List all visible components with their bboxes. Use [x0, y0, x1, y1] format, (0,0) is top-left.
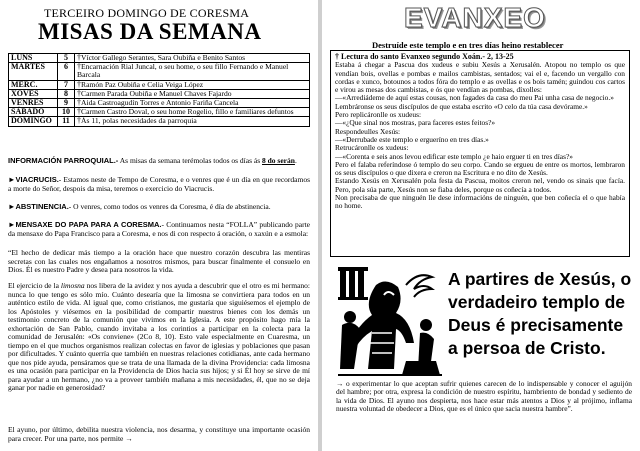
- viacrucis-note: [8, 176, 310, 193]
- day-label: MERC.: [9, 80, 58, 89]
- day-number: 11: [58, 117, 75, 126]
- abstinence-note: [8, 203, 310, 212]
- gospel-paragraph: —«Arrediádeme de aquí estas cousas, non fagades da casa do meu Pai unha casa de negocio.»: [335, 93, 614, 103]
- cross-icon: †: [77, 116, 81, 126]
- temple-cleansing-illustration: [336, 265, 444, 381]
- viacrucis-text: - Estamos neste de Tempo de Coresma, e o venres que é un día en que recordamos a morte do Señor, despois da misa, teremos o exercicio do Viacrucis.: [8, 175, 310, 193]
- gospel-paragraph: Estaba á chegar a Pascua dos xudeus e subiu Xesús a Xerusalén. Atopou no templo os que vendían bois, ovellas e pombas e mailos cambistas, sentados; vai el e, facendo un vergallo con cordas e xunco, botounos a todos fóra do templo e as ovellas e os bois tamén; guindou cos cartos e virou as mesas dos cambistas, e ós que vendían as pombas, díxolles:: [335, 60, 625, 95]
- masses-title: MISAS DA SEMANA: [38, 19, 262, 44]
- info-label: INFORMACIÓN PARROQUIAL.-: [8, 156, 119, 165]
- gospel-paragraph: Estando Xesús en Xerusalén pola festa da Pascua, moitos creron nel, vendo os sinais que facía. Pero, pola súa parte, Xesús non se fiaba deles, porque os coñecía a todos.: [335, 176, 625, 194]
- gospel-paragraph: Lembráronse os seus discípulos de que estaba escrito «O celo da túa casa devórame.»: [335, 101, 588, 111]
- intention-text: Ás 11, polas necesidades da parroquia: [81, 116, 197, 126]
- quote-prayer: “El hecho de dedicar más tiempo a la oración hace que nuestro corazón descubra las mentiras secretas con las cuales nos engañamos a nosotros mismos, para buscar finalmente el consuelo en Dios. Él es nuestro Padre y desea para nosotros la vida.: [8, 248, 310, 274]
- gospel-paragraph: —«Derrubade este templo e ergueríno en tres días.»: [335, 134, 489, 144]
- intention-text: Aida Castroagudín Torres e Antonio Fariña Cancela: [81, 98, 239, 108]
- day-number: 10: [58, 108, 75, 117]
- day-label: XOVES: [9, 89, 58, 98]
- intention-text: Víctor Gallego Serantes, Sara Oubiña e Benito Santos: [81, 53, 246, 62]
- cross-icon: †: [77, 79, 81, 89]
- intention-text: Ramón Paz Oubiña e Celia Veiga López: [81, 79, 204, 89]
- mass-intention: [75, 63, 310, 80]
- quote-fasting: [8, 426, 310, 443]
- table-row: [9, 117, 310, 126]
- viacrucis-label: VIACRUCIS.: [15, 175, 59, 184]
- quote-italic: limosna: [60, 281, 85, 290]
- arrow-right-icon: ►: [8, 220, 16, 229]
- day-label: MARTES: [9, 63, 58, 80]
- key-message: A partires de Xesús, o verdadeiro templo de Deus é precisamente a persoa de Cristo.: [448, 269, 632, 358]
- day-number: 7: [58, 80, 75, 89]
- sunday-heading: TERCEIRO DOMINGO DE CORESMA: [44, 6, 250, 20]
- arrow-right-icon: ►: [8, 175, 16, 184]
- abstinence-label: ABSTINENCIA.: [15, 202, 69, 211]
- info-text: As misas da semana terémolas todos os días ás: [118, 156, 263, 165]
- quote-text: nos libera de la avidez y nos ayuda a descubrir que el otro es mi hermano: nunca lo que tengo es sólo mío. Cuánto desearía que la limosna se convirtiera para todos en un auténtico estilo de vida. Al igual que, como cristianos, me gustaría que siguiésemos el ejemplo de los Apóstoles y viésemos en la posibilidad de compartir nuestros bienes con los demás un testimonio concreto de la comunión que vivimos en la Iglesia. A este propósito hago mía la exhortación de San Pablo, cuando invitaba a los corintios a participar en la colecta para la comunidad de Jerusalén: «Os conviene» (2Co 8, 10). Esto vale especialmente en Cuaresma, un tiempo en el que muchos organismos realizan colectas en favor de iglesias y poblaciones que pasan por dificultades. Y cuánto querría que también en nuestras relaciones cotidianas, ante cada hermano que nos pide ayuda, pensáramos que se trata de una llamada de la divina Providencia: cada limosna es una ocasión para participar en la Providencia de Dios hacia sus hijos; y si Él hoy se sirve de mí para ayudar a un hermano, ¿no va a proveer también mañana a mis necesidades, él, que no se deja ganar por nadie en generosidad?: [8, 281, 310, 392]
- cross-icon: †: [77, 98, 81, 108]
- day-label: LUNS: [9, 54, 58, 63]
- day-label: DOMINGO: [9, 117, 58, 126]
- pope-message-text: - Continuamos nesta “FOLLA” publicando parte da mensaxe do Papa Francisco para a Coresma, e nos di con respecto á oración, o xaxún e a esmola:: [8, 220, 310, 238]
- gospel-paragraph: Pero el falaba referíndose ó templo do seu corpo. Cando se ergueu de entre os mortos, lembraron os seus discípulos o que dixera e creron na Escritura e no dito de Xesús.: [335, 159, 625, 178]
- mass-schedule-table: [8, 53, 310, 127]
- table-row: [9, 63, 310, 80]
- quote-text: El ayuno, por último, debilita nuestra violencia, nos desarma, y constituye una importante ocasión para crecer. Por una parte, nos permite: [8, 425, 310, 443]
- evanxeo-logo: EVANXEO: [404, 2, 546, 33]
- pope-message-note: [8, 221, 310, 238]
- day-number: 9: [58, 99, 75, 108]
- quote-almsgiving: [8, 282, 310, 393]
- abstinence-text: - O venres, como todos os venres da Coresma, é día de abstinencia.: [68, 202, 271, 211]
- cross-icon: †: [77, 53, 81, 62]
- reading-title: † Lectura do santo Evanxeo segundo Xoán.- 2, 13-25: [335, 52, 514, 61]
- day-number: 8: [58, 89, 75, 98]
- quote-text: El ejercicio de la: [8, 281, 61, 290]
- info-time: 8 do serán: [262, 156, 295, 165]
- right-page: [322, 0, 640, 451]
- day-number: 5: [58, 54, 75, 63]
- left-page: [0, 0, 318, 451]
- cross-icon: †: [77, 107, 81, 117]
- day-label: VENRES: [9, 99, 58, 108]
- gospel-paragraph: Non precisaba de que ninguén lle dese informacións de ninguén, que ben coñecía el o que había no home.: [335, 193, 625, 211]
- gospel-paragraph: Respondeulles Xesús:: [335, 126, 401, 136]
- pope-message-label: MENSAXE DO PAPA PARA A CORESMA.: [15, 220, 162, 229]
- gospel-reading-box: [330, 50, 630, 257]
- gospel-paragraph: Pero replicáronlle os xudeus:: [335, 110, 421, 120]
- gospel-paragraph: —«Corenta e seis anos levou edificar este templo ¿e haio erguer ti en tres días?»: [335, 151, 573, 161]
- intention-text: Carmen Castro Doval, o seu home Rogelio, fillo e familiares defuntos: [81, 107, 294, 117]
- arrow-right-icon: ►: [8, 202, 16, 211]
- day-number: 6: [58, 63, 75, 80]
- gospel-headline: Destruíde este templo e en tres días heino restablecer: [372, 40, 564, 50]
- parish-info: INFORMACIÓN PARROQUIAL.- As misas da semana terémolas todos os días ás 8 do serán.: [8, 156, 297, 165]
- intention-text: Carmen Parada Oubiña e Manuel Chaves Fajardo: [81, 88, 232, 98]
- gospel-paragraph: Retrucáronlle os xudeus:: [335, 143, 409, 153]
- gospel-paragraph: —«¿Que sinal nos mostras, para faceres estes feitos?»: [335, 118, 496, 128]
- fasting-continuation: → o experimentar lo que aceptan sufrir quienes carecen de lo indispensable y conocer el aguijón del hambre; por otra, expresa la condición de nuestro espíritu, hambriento de bondad y sediento de la vida de Dios. El ayuno nos despierta, nos hace estar más atentos a Dios y al prójimo, inflama nuestra voluntad de obedecer a Dios, que es el único que sacia nuestra hambre”.: [336, 379, 632, 413]
- intention-text: Encarnación Rial Juncal, o seu home, o seu fillo Fernando e Manuel Barcala: [77, 62, 289, 80]
- cross-icon: †: [77, 62, 81, 72]
- day-label: SÁBADO: [9, 108, 58, 117]
- mass-intention: [75, 117, 310, 126]
- arrow-right-icon: →: [125, 433, 133, 443]
- cross-icon: †: [77, 88, 81, 98]
